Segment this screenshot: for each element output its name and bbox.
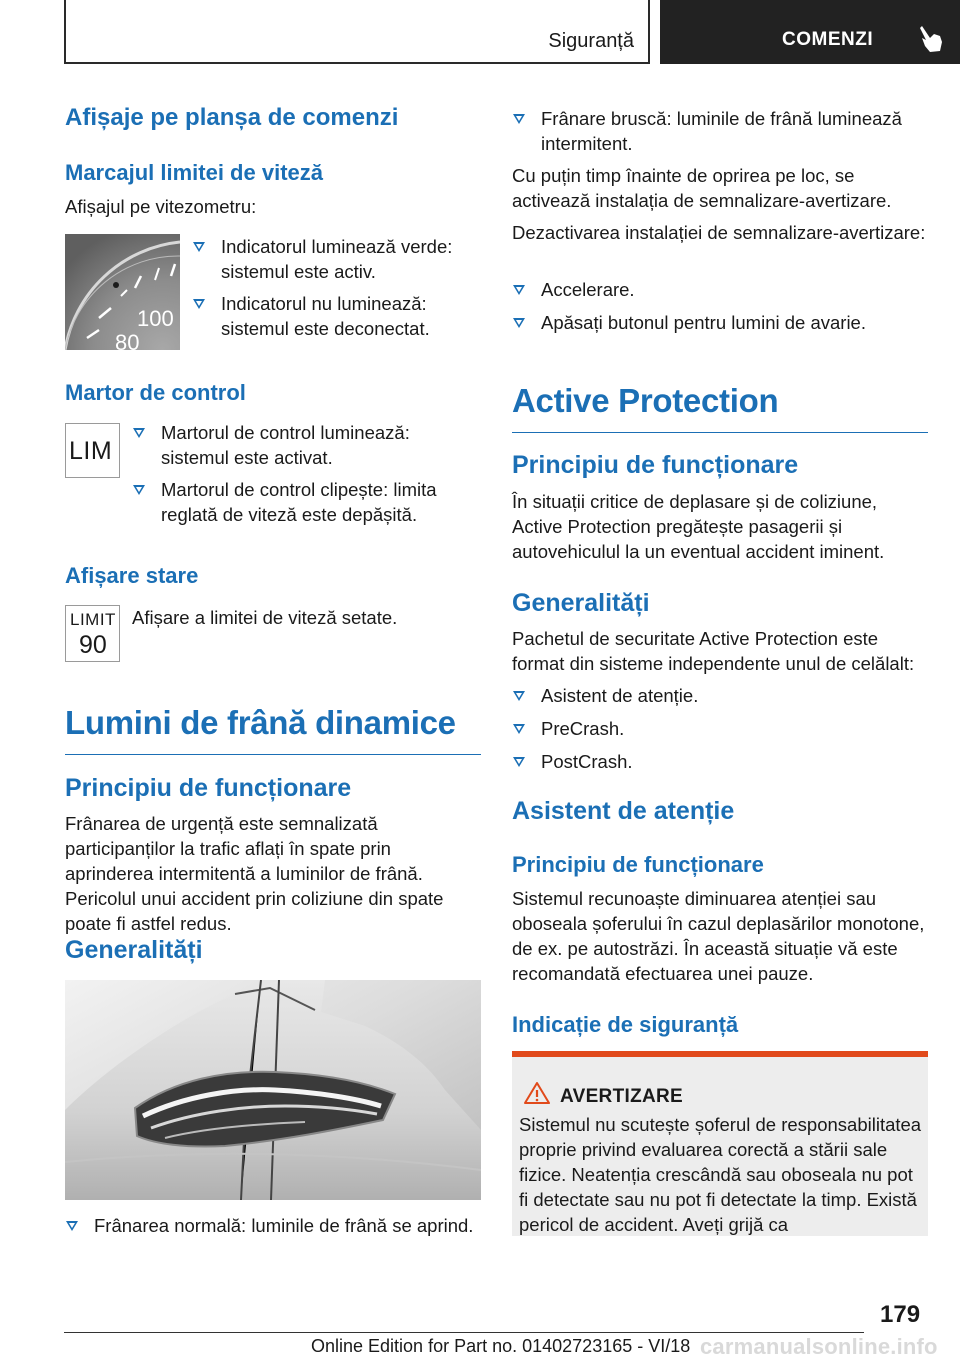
lim-indicator-icon: [65, 423, 120, 478]
list-item: PostCrash.: [512, 749, 928, 774]
warning-box: [512, 1051, 928, 1236]
hand-pointer-icon: [918, 24, 946, 54]
header-section-box: [64, 0, 650, 64]
heading-martor: Martor de control: [65, 380, 246, 405]
paragraph-franarea: Frânarea de urgență este semnalizată participanților la trafic aflați în spate prin aprinderea intermitentă a luminilor de frână. Pericolul unui accident prin coliziune din spate poate fi astfel redus.: [65, 813, 444, 934]
triangle-bullet-icon: [193, 242, 205, 252]
heading-marcaj: Marcajul limitei de viteză: [65, 160, 323, 185]
triangle-bullet-icon: [66, 1221, 78, 1231]
heading-principiu-right: Principiu de funcționare: [512, 451, 799, 479]
page-number: 179: [880, 1301, 921, 1328]
paragraph-situatii: În situații critice de deplasare și de coliziune, Active Protection pregătește pasagerii și autovehiculul la un eventual accident iminent.: [512, 491, 885, 562]
triangle-bullet-icon: [513, 318, 525, 328]
list-item: Apăsați butonul pentru lumini de avarie.: [512, 310, 928, 335]
speedometer-image: [65, 234, 180, 350]
warning-body: Sistemul nu scutește șoferul de responsabilitatea proprie privind evaluarea corectă a stării sale fizice. Neatenția crescândă sau oboseala nu pot fi detectate sau nu pot fi detectate la timp. Există pericol de accident. Aveți grijă ca: [519, 1114, 922, 1235]
bullet-brusca: [512, 106, 928, 156]
footer-divider: [64, 1332, 864, 1333]
triangle-bullet-icon: [513, 724, 525, 734]
triangle-bullet-icon: [513, 285, 525, 295]
bullet-normal: [65, 1213, 481, 1238]
list-item: Martorul de control clipește: limita reglată de viteză este depășită.: [132, 477, 482, 527]
triangle-bullet-icon: [193, 299, 205, 309]
paragraph-afisaj: Afișajul pe vitezometru:: [65, 196, 257, 217]
heading-afisare-stare: Afișare stare: [65, 563, 199, 588]
martor-bullet-list: [132, 420, 482, 527]
footer-watermark: carmanualsonline.info: [700, 1334, 938, 1359]
triangle-bullet-icon: [133, 428, 145, 438]
list-item: Indicatorul luminează verde: sistemul este activ.: [192, 234, 482, 284]
list-item: Martorul de control luminează: sistemul este activat.: [132, 420, 482, 470]
list-item: Frânarea normală: luminile de frână se aprind.: [65, 1213, 481, 1238]
list-item: PreCrash.: [512, 716, 928, 741]
heading-generalitati-right: Generalități: [512, 589, 650, 617]
list-item: Indicatorul nu luminează: sistemul este deconectat.: [192, 291, 482, 341]
heading-principiu-right-2: Principiu de funcționare: [512, 852, 764, 877]
heading-indicatie: Indicație de siguranță: [512, 1012, 739, 1037]
warning-title: AVERTIZARE: [560, 1086, 683, 1107]
limit-status-value: 90: [79, 631, 107, 659]
heading-afisaje: Afișaje pe planșa de comenzi: [65, 104, 399, 131]
car-taillight-image: [65, 980, 481, 1200]
triangle-bullet-icon: [513, 114, 525, 124]
heading-asistent: Asistent de atenție: [512, 797, 735, 825]
speedo-bullet-list: [192, 234, 482, 341]
header-section-title: Siguranță: [548, 30, 634, 52]
triangle-bullet-icon: [513, 757, 525, 767]
paragraph-afisare: Afișare a limitei de viteză setate.: [132, 607, 398, 628]
header-chapter-tab[interactable]: [660, 0, 960, 64]
heading-active-protection: Active Protection: [512, 382, 928, 433]
heading-principiu-left: Principiu de funcționare: [65, 774, 352, 802]
limit-status-label: LIMIT: [70, 610, 116, 629]
dezactivare-bullet-list: [512, 277, 928, 335]
heading-generalitati-left: Generalități: [65, 936, 203, 964]
heading-lumini: Lumini de frână dinamice: [65, 704, 481, 755]
list-item: Asistent de atenție.: [512, 683, 928, 708]
speedo-label-100: 100: [137, 306, 174, 331]
paragraph-dezactivarea: Dezactivarea instalației de semnalizare-avertizare:: [512, 222, 926, 243]
list-item: Frânare bruscă: luminile de frână luminează intermitent.: [512, 106, 928, 156]
warning-triangle-icon: [524, 1081, 550, 1105]
paragraph-pachetul: Pachetul de securitate Active Protection este format din sisteme independente unul de celălalt:: [512, 628, 915, 674]
speedo-label-80: 80: [115, 330, 140, 350]
footer-edition: Online Edition for Part no. 01402723165 - VI/18: [311, 1336, 691, 1356]
paragraph-cu-putin: Cu puțin timp înainte de oprirea pe loc, se activează instalația de semnalizare-avertizare.: [512, 165, 892, 211]
limit-status-icon: [65, 605, 120, 662]
list-item: Accelerare.: [512, 277, 928, 302]
triangle-bullet-icon: [513, 691, 525, 701]
lim-indicator-label: LIM: [69, 437, 113, 465]
header-chapter-title: COMENZI: [782, 29, 874, 50]
pachet-bullet-list: [512, 683, 928, 774]
paragraph-sistemul: Sistemul recunoaște diminuarea atenției sau oboseala șoferului în cazul deplasărilor monotone, de ex. pe autostrăzi. În această situație vă este recomandată efectuarea unei pauze.: [512, 888, 925, 984]
triangle-bullet-icon: [133, 485, 145, 495]
